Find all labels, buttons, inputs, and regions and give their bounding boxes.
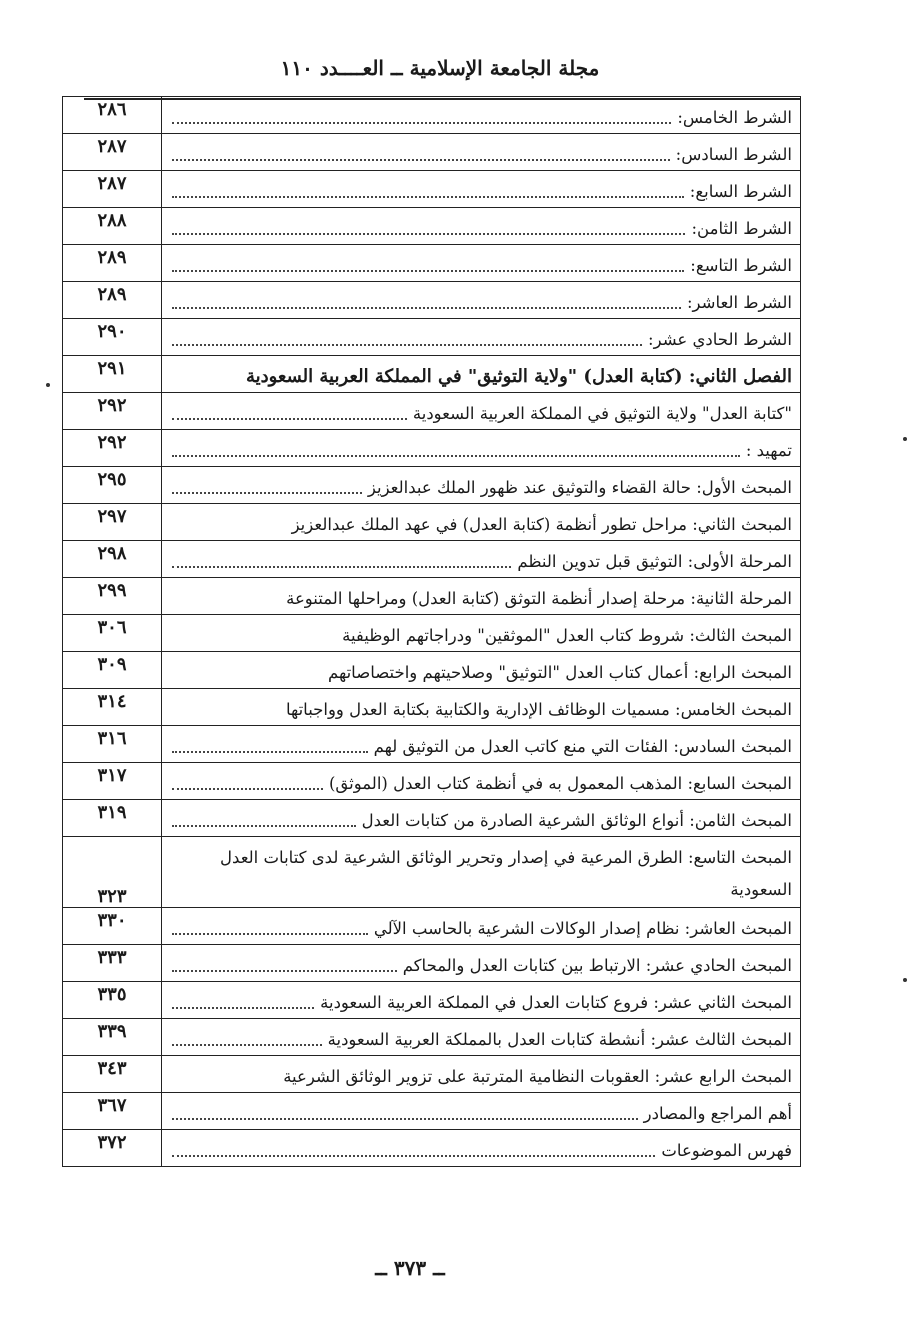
- toc-entry-title: المبحث الأول: حالة القضاء والتوثيق عند ظهور الملك عبدالعزيز: [367, 478, 792, 498]
- toc-entry-title: تمهيد :: [745, 441, 792, 461]
- toc-entry: [172, 217, 792, 242]
- toc-entry-title: المبحث الثالث: شروط كتاب العدل "الموثقين" ودراجاتهم الوظيفية: [342, 626, 792, 646]
- toc-title-cell: [162, 430, 801, 467]
- toc-title-cell: [162, 689, 801, 726]
- toc-row: [63, 1019, 801, 1056]
- toc-entry: [172, 180, 792, 205]
- toc-entry: [172, 991, 792, 1016]
- toc-entry: [172, 328, 792, 353]
- toc-title-cell: [162, 1056, 801, 1093]
- toc-title-cell: [162, 578, 801, 615]
- toc-page-number: ٢٩٢: [63, 430, 162, 467]
- dot-leader: [172, 233, 685, 235]
- toc-title-cell: [162, 945, 801, 982]
- toc-entry-title: المرحلة الثانية: مرحلة إصدار أنظمة التوثق (كتابة العدل) ومراحلها المتنوعة: [286, 589, 792, 609]
- toc-row: [63, 319, 801, 356]
- toc-entry-title: المبحث العاشر: نظام إصدار الوكالات الشرعية بالحاسب الآلي: [373, 919, 792, 939]
- toc-entry: [172, 254, 792, 279]
- toc-entry-title: المبحث الخامس: مسميات الوظائف الإدارية والكتابية بكتابة العدل وواجباتها: [285, 700, 792, 720]
- toc-page-number: ٣١٦: [63, 726, 162, 763]
- toc-title-cell: [162, 615, 801, 652]
- toc-title-cell: [162, 908, 801, 945]
- toc-title-cell: [162, 134, 801, 171]
- toc-entry: [172, 476, 792, 501]
- toc-entry-title: الشرط الثامن:: [691, 219, 792, 239]
- toc-title-cell: [162, 208, 801, 245]
- dot-leader: [172, 159, 670, 161]
- toc-title-cell: [162, 1019, 801, 1056]
- toc-page-number: ٢٨٩: [63, 282, 162, 319]
- toc-title-cell: [162, 97, 801, 134]
- toc-entry: [172, 1065, 792, 1090]
- toc-row: [63, 467, 801, 504]
- toc-entry-title: الشرط العاشر:: [686, 293, 792, 313]
- toc-title-cell: [162, 319, 801, 356]
- toc-entry-title: الشرط التاسع:: [690, 256, 792, 276]
- toc-page-number: ٢٩٢: [63, 393, 162, 430]
- toc-title-cell: [162, 1093, 801, 1130]
- toc-row: [63, 393, 801, 430]
- toc-entry-title: المبحث الرابع عشر: العقوبات النظامية المترتبة على تزوير الوثائق الشرعية: [283, 1067, 792, 1087]
- toc-page-number: ٢٨٦: [63, 97, 162, 134]
- toc-page-number: ٢٨٩: [63, 245, 162, 282]
- dot-leader: [172, 1155, 655, 1157]
- toc-row: [63, 578, 801, 615]
- page-number: ــ ٣٧٣ ــ: [375, 1256, 445, 1280]
- dot-leader: [172, 418, 407, 420]
- toc-entry: [172, 842, 792, 905]
- toc-entry-title: الشرط الخامس:: [677, 108, 792, 128]
- toc-row: [63, 1130, 801, 1167]
- toc-row: [63, 171, 801, 208]
- toc-entry: [172, 624, 792, 649]
- toc-entry: [172, 439, 792, 464]
- toc-page-number: ٣٠٩: [63, 652, 162, 689]
- toc-row: [63, 1093, 801, 1130]
- toc-entry: [172, 809, 792, 834]
- toc-page-number: ٢٨٨: [63, 208, 162, 245]
- toc-title-cell: [162, 171, 801, 208]
- toc-entry: [172, 661, 792, 686]
- toc-entry: [172, 772, 792, 797]
- toc-page-number: ٢٨٧: [63, 134, 162, 171]
- toc-row: [63, 652, 801, 689]
- toc-entry-title: المبحث الرابع: أعمال كتاب العدل "التوثيق" وصلاحيتهم واختصاصاتهم: [327, 663, 792, 683]
- table-of-contents: [62, 96, 801, 1167]
- toc-title-cell: [162, 837, 801, 908]
- toc-row: [63, 726, 801, 763]
- dot-leader: [172, 196, 684, 198]
- toc-entry-title: المبحث التاسع: الطرق المرعية في إصدار وتحرير الوثائق الشرعية لدى كتابات العدل السعودية: [220, 848, 792, 899]
- toc-title-cell: [162, 982, 801, 1019]
- toc-entry: [172, 735, 792, 760]
- toc-entry-title: فهرس الموضوعات: [661, 1141, 792, 1161]
- toc-row: [63, 541, 801, 578]
- toc-row: [63, 615, 801, 652]
- toc-entry-title: المبحث الحادي عشر: الارتباط بين كتابات العدل والمحاكم: [402, 956, 792, 976]
- toc-page-number: ٣٠٦: [63, 615, 162, 652]
- toc-entry: [172, 363, 792, 390]
- toc-entry: [172, 513, 792, 538]
- dot-leader: [172, 825, 356, 827]
- dot-leader: [172, 788, 323, 790]
- toc-entry: [172, 587, 792, 612]
- toc-entry-title: الفصل الثاني: (كتابة العدل) "ولاية التوثيق" في المملكة العربية السعودية: [245, 366, 792, 387]
- toc-page-number: ٣١٤: [63, 689, 162, 726]
- toc-title-cell: [162, 800, 801, 837]
- toc-title-cell: [162, 541, 801, 578]
- dot-leader: [172, 270, 684, 272]
- toc-page-number: ٣٢٣: [63, 837, 162, 908]
- toc-entry: [172, 550, 792, 575]
- toc-entry-title: المبحث السادس: الفئات التي منع كاتب العدل من التوثيق لهم: [373, 737, 792, 757]
- dot-leader: [172, 492, 362, 494]
- journal-header: مجلة الجامعة الإسلامية ــ العــــدد ١١٠: [280, 56, 600, 80]
- toc-row: [63, 504, 801, 541]
- toc-row: [63, 837, 801, 908]
- toc-entry: [172, 106, 792, 131]
- toc-entry: [172, 954, 792, 979]
- toc-page-number: ٣١٩: [63, 800, 162, 837]
- dot-leader: [172, 933, 368, 935]
- toc-page-number: ٢٩٠: [63, 319, 162, 356]
- toc-row: [63, 134, 801, 171]
- toc-page-number: ٣٤٣: [63, 1056, 162, 1093]
- scan-speck: [46, 383, 50, 387]
- toc-title-cell: [162, 393, 801, 430]
- dot-leader: [172, 307, 681, 309]
- toc-row: [63, 208, 801, 245]
- toc-row: [63, 945, 801, 982]
- toc-row: [63, 356, 801, 393]
- dot-leader: [172, 751, 368, 753]
- toc-row: [63, 800, 801, 837]
- toc-title-cell: [162, 1130, 801, 1167]
- toc-page-number: ٣٣٠: [63, 908, 162, 945]
- toc-title-cell: [162, 356, 801, 393]
- toc-entry: [172, 291, 792, 316]
- toc-entry-title: المبحث الثامن: أنواع الوثائق الشرعية الصادرة من كتابات العدل: [361, 811, 792, 831]
- toc-row: [63, 245, 801, 282]
- toc-page-number: ٣٣٥: [63, 982, 162, 1019]
- dot-leader: [172, 970, 397, 972]
- dot-leader: [172, 344, 642, 346]
- toc-page-number: ٢٩٩: [63, 578, 162, 615]
- toc-title-cell: [162, 467, 801, 504]
- toc-row: [63, 763, 801, 800]
- dot-leader: [172, 1118, 638, 1120]
- toc-page-number: ٣٣٣: [63, 945, 162, 982]
- toc-entry: [172, 1028, 792, 1053]
- toc-entry-title: الشرط السابع:: [689, 182, 792, 202]
- toc-entry-title: الشرط السادس:: [675, 145, 792, 165]
- toc-row: [63, 908, 801, 945]
- toc-entry-title: المبحث الثاني: مراحل تطور أنظمة (كتابة العدل) في عهد الملك عبدالعزيز: [291, 515, 792, 535]
- dot-leader: [172, 455, 740, 457]
- toc-entry-title: أهم المراجع والمصادر: [643, 1104, 792, 1124]
- toc-row: [63, 982, 801, 1019]
- toc-entry-title: المبحث الثاني عشر: فروع كتابات العدل في المملكة العربية السعودية: [320, 993, 792, 1013]
- toc-entry-title: المبحث السابع: المذهب المعمول به في أنظمة كتاب العدل (الموثق): [328, 774, 792, 794]
- toc-title-cell: [162, 763, 801, 800]
- toc-page-number: ٣١٧: [63, 763, 162, 800]
- toc-page-number: ٣٦٧: [63, 1093, 162, 1130]
- toc-page-number: ٢٩١: [63, 356, 162, 393]
- dot-leader: [172, 1044, 322, 1046]
- toc-entry: [172, 917, 792, 942]
- toc-entry: [172, 143, 792, 168]
- dot-leader: [172, 122, 671, 124]
- toc-title-cell: [162, 504, 801, 541]
- toc-page-number: ٢٩٨: [63, 541, 162, 578]
- toc-page-number: ٢٩٥: [63, 467, 162, 504]
- toc-entry: [172, 402, 792, 427]
- toc-entry: [172, 1102, 792, 1127]
- dot-leader: [172, 1007, 314, 1009]
- toc-title-cell: [162, 652, 801, 689]
- toc-entry: [172, 1139, 792, 1164]
- toc-row: [63, 282, 801, 319]
- toc-entry-title: المرحلة الأولى: التوثيق قبل تدوين النظم: [517, 552, 792, 572]
- scan-speck: [903, 978, 907, 982]
- toc-page-number: ٣٣٩: [63, 1019, 162, 1056]
- toc-page-number: ٢٩٧: [63, 504, 162, 541]
- scan-speck: [903, 437, 907, 441]
- toc-entry-title: المبحث الثالث عشر: أنشطة كتابات العدل بالمملكة العربية السعودية: [327, 1030, 792, 1050]
- toc-entry-title: "كتابة العدل" ولاية التوثيق في المملكة العربية السعودية: [412, 404, 792, 424]
- toc-title-cell: [162, 245, 801, 282]
- toc-row: [63, 1056, 801, 1093]
- toc-entry-title: الشرط الحادي عشر:: [648, 330, 792, 350]
- toc-row: [63, 689, 801, 726]
- toc-page-number: ٣٧٢: [63, 1130, 162, 1167]
- toc-title-cell: [162, 282, 801, 319]
- toc-row: [63, 430, 801, 467]
- dot-leader: [172, 566, 511, 568]
- toc-page-number: ٢٨٧: [63, 171, 162, 208]
- toc-row: [63, 97, 801, 134]
- toc-title-cell: [162, 726, 801, 763]
- toc-entry: [172, 698, 792, 723]
